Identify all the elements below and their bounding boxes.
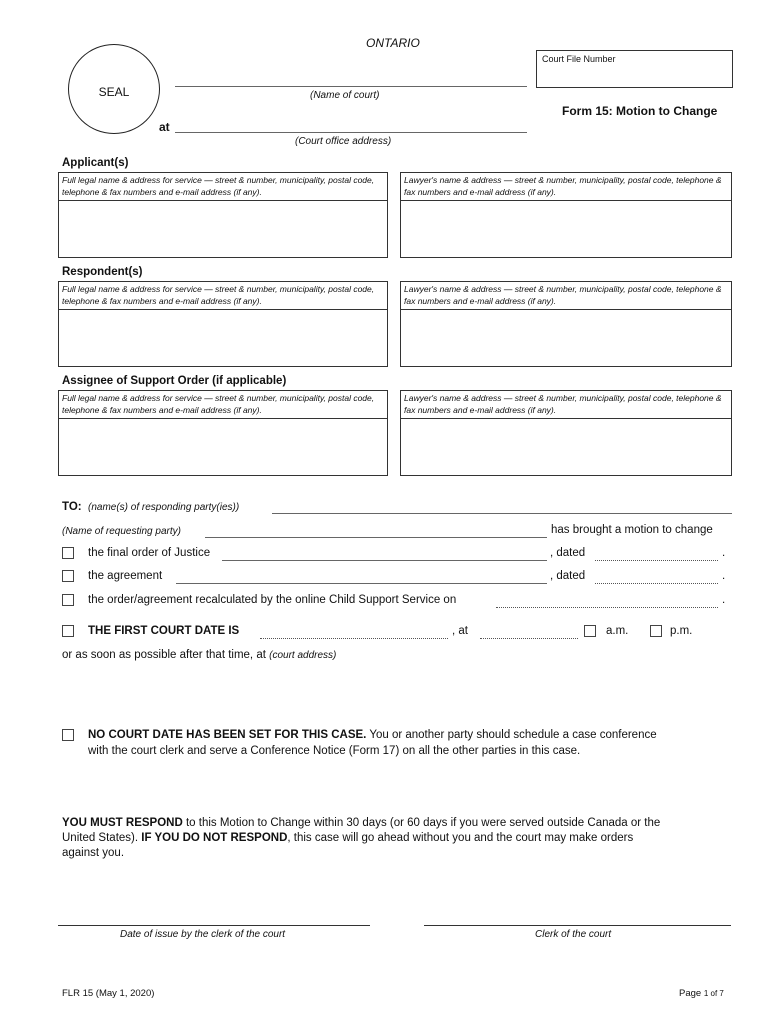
applicant-address-field[interactable] <box>58 172 388 258</box>
page-number <box>679 988 724 999</box>
first-court-date-field[interactable] <box>260 638 448 639</box>
pm-label: p.m. <box>670 625 693 637</box>
page-label: Page <box>679 988 702 999</box>
no-court-date-checkbox[interactable] <box>62 729 74 741</box>
assignee-heading: Assignee of Support Order (if applicable) <box>62 375 287 387</box>
respondent-lawyer-field[interactable] <box>400 281 732 367</box>
agreement-date-field[interactable] <box>595 583 718 584</box>
agreement-field[interactable] <box>176 583 547 584</box>
to-label: TO: <box>62 501 82 513</box>
name-of-court-caption: (Name of court) <box>310 90 380 101</box>
pm-checkbox[interactable] <box>650 625 662 637</box>
or-soon-text <box>62 649 336 661</box>
applicant-caption: Full legal name & address for service — street & number, municipality, postal code, telephone & fax numbers and e-mail address (if any). <box>59 173 387 201</box>
agreement-period: . <box>722 570 726 582</box>
assignee-address-field[interactable] <box>58 390 388 476</box>
respondent-caption: Full legal name & address for service — street & number, municipality, postal code, telephone & fax numbers and e-mail address (if any). <box>59 282 387 310</box>
court-office-address-field[interactable] <box>175 132 527 133</box>
clerk-caption: Clerk of the court <box>535 929 612 940</box>
assignee-caption: Full legal name & address for service — street & number, municipality, postal code, telephone & fax numbers and e-mail address (if any). <box>59 391 387 419</box>
at-label: at <box>159 120 170 134</box>
respond-text2a: United States). <box>62 832 142 844</box>
page-of: 1 of 7 <box>703 989 724 998</box>
applicant-lawyer-caption: Lawyer's name & address — street & number, municipality, postal code, telephone & fax numbers and e-mail address (if any). <box>401 173 731 201</box>
recalculated-checkbox[interactable] <box>62 594 74 606</box>
respondents-heading: Respondent(s) <box>62 266 143 278</box>
respond-text2b: , this case will go ahead without you and the court may make orders <box>287 832 634 844</box>
form-title: Form 15: Motion to Change <box>562 104 718 118</box>
respond-line2 <box>62 832 633 844</box>
respondent-address-field[interactable] <box>58 281 388 367</box>
final-order-checkbox[interactable] <box>62 547 74 559</box>
first-court-at: , at <box>452 625 468 637</box>
justice-name-field[interactable] <box>222 560 547 561</box>
or-soon-main: or as soon as possible after that time, at <box>62 649 266 661</box>
applicants-heading: Applicant(s) <box>62 157 129 169</box>
no-court-date-bold: NO COURT DATE HAS BEEN SET FOR THIS CASE. <box>88 729 367 741</box>
recalculated-text: the order/agreement recalculated by the online Child Support Service on <box>88 594 457 606</box>
no-court-date-text <box>88 729 657 741</box>
first-court-time-field[interactable] <box>480 638 578 639</box>
court-file-number-label: Court File Number <box>542 54 616 64</box>
first-court-date-text: THE FIRST COURT DATE IS <box>88 625 240 637</box>
brought-motion-text: has brought a motion to change <box>551 524 713 536</box>
date-of-issue-caption: Date of issue by the clerk of the court <box>120 929 286 940</box>
no-court-date-line2: with the court clerk and serve a Conference Notice (Form 17) on all the other parties in this case. <box>88 745 581 757</box>
must-respond-bold: YOU MUST RESPOND <box>62 817 183 829</box>
seal-label: SEAL <box>98 85 130 99</box>
court-office-caption: (Court office address) <box>295 136 392 147</box>
to-caption: (name(s) of responding party(ies)) <box>88 502 240 513</box>
respond-text1: to this Motion to Change within 30 days (or 60 days if you were served outside Canada or the <box>182 817 661 829</box>
do-not-respond-bold: IF YOU DO NOT RESPOND <box>141 832 288 844</box>
responding-party-field[interactable] <box>272 513 732 514</box>
requesting-party-field[interactable] <box>205 537 547 538</box>
name-of-court-field[interactable] <box>175 86 527 87</box>
first-court-date-checkbox[interactable] <box>62 625 74 637</box>
assignee-lawyer-field[interactable] <box>400 390 732 476</box>
form-reference: FLR 15 (May 1, 2020) <box>62 988 155 999</box>
agreement-checkbox[interactable] <box>62 570 74 582</box>
recalculated-date-field[interactable] <box>496 607 718 608</box>
final-order-text: the final order of Justice <box>88 547 211 559</box>
recalculated-period: . <box>722 594 726 606</box>
am-label: a.m. <box>606 625 629 637</box>
province-heading: ONTARIO <box>366 36 420 50</box>
court-file-number-field[interactable] <box>536 50 733 88</box>
final-order-date-field[interactable] <box>595 560 718 561</box>
date-of-issue-field[interactable] <box>58 925 370 926</box>
am-checkbox[interactable] <box>584 625 596 637</box>
court-address-caption: (court address) <box>269 650 337 661</box>
respond-line1 <box>62 817 660 829</box>
court-seal <box>68 44 160 134</box>
agreement-text: the agreement <box>88 570 163 582</box>
clerk-signature-field[interactable] <box>424 925 731 926</box>
respondent-lawyer-caption: Lawyer's name & address — street & number, municipality, postal code, telephone & fax numbers and e-mail address (if any). <box>401 282 731 310</box>
no-court-date-rest: You or another party should schedule a case conference <box>366 729 657 741</box>
agreement-dated: , dated <box>550 570 586 582</box>
applicant-lawyer-field[interactable] <box>400 172 732 258</box>
assignee-lawyer-caption: Lawyer's name & address — street & number, municipality, postal code, telephone & fax numbers and e-mail address (if any). <box>401 391 731 419</box>
final-order-period: . <box>722 547 726 559</box>
requesting-party-caption: (Name of requesting party) <box>62 526 181 537</box>
respond-line3: against you. <box>62 847 125 859</box>
final-order-dated: , dated <box>550 547 586 559</box>
